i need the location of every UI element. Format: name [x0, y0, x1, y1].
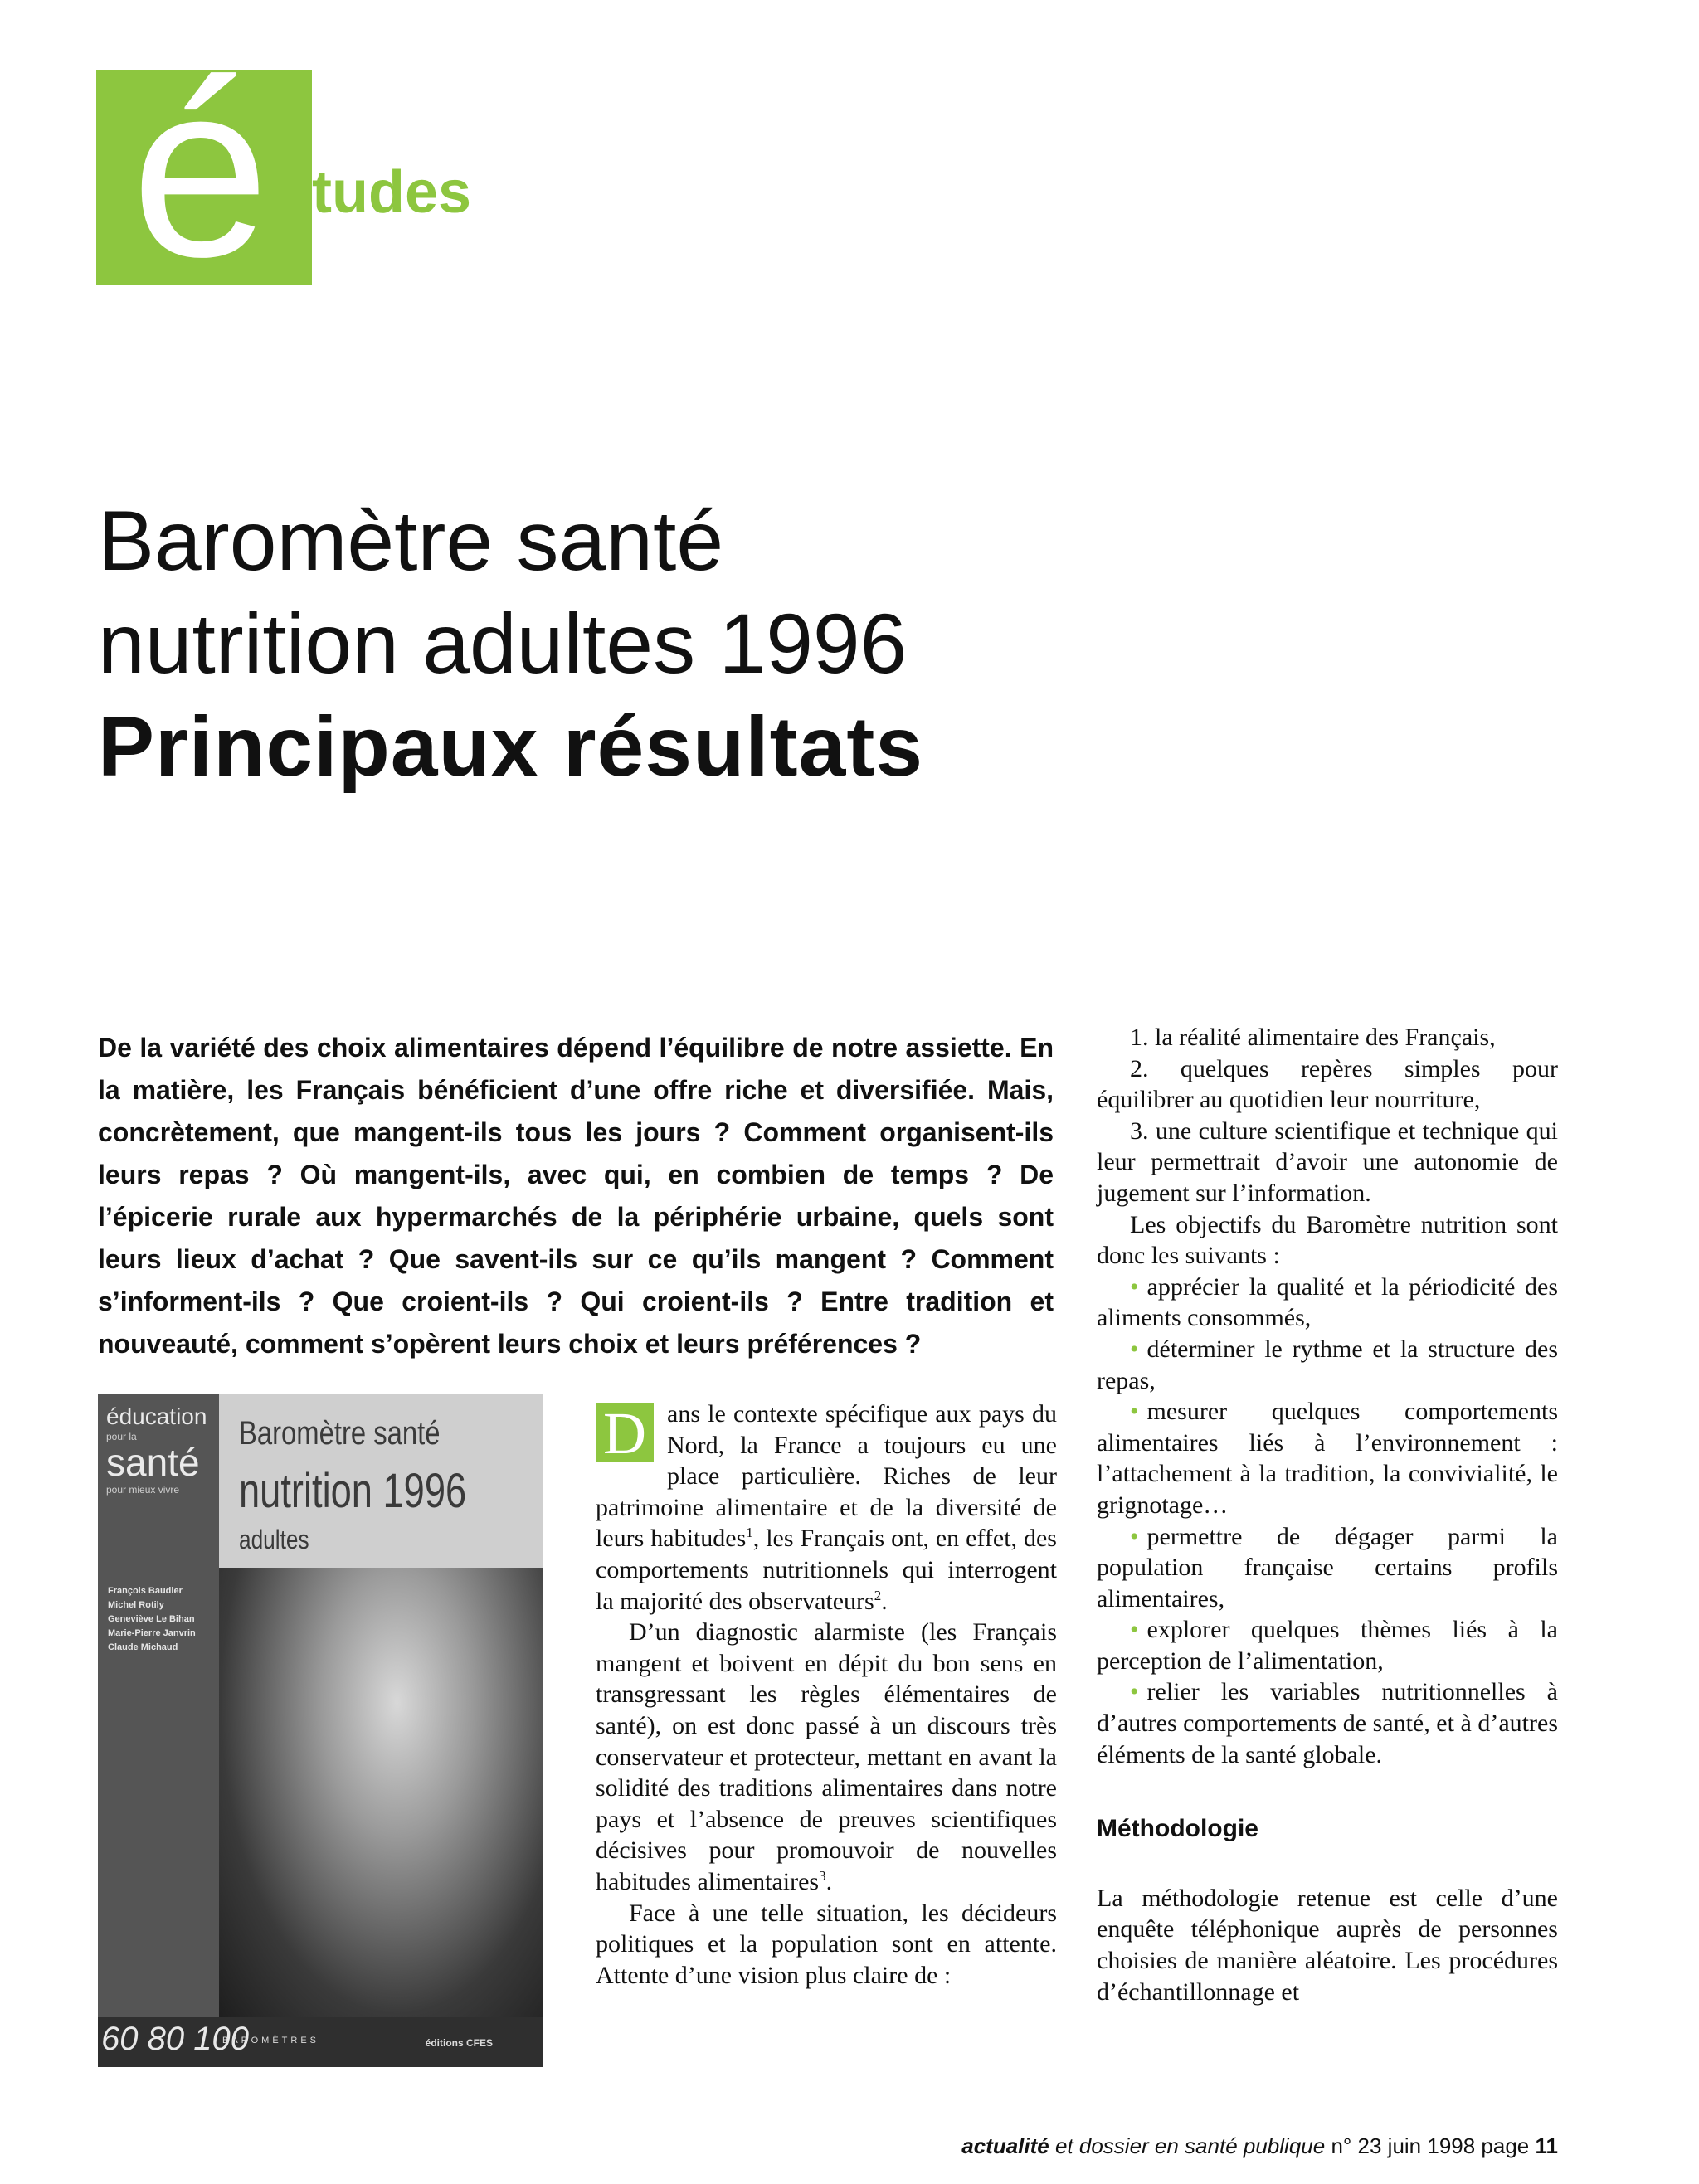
- section-label: tudes: [312, 159, 472, 226]
- bullet-icon: •: [1130, 1335, 1139, 1363]
- body-paragraph: [596, 1617, 1057, 1897]
- numbered-item: 1. la réalité alimentaire des Français,: [1130, 1024, 1496, 1051]
- issue-info: n° 23 juin 1998 page: [1331, 2133, 1530, 2158]
- cover-title-3: adultes: [239, 1525, 309, 1554]
- cover-numbers: 60 80 100: [101, 2021, 249, 2057]
- bullet-icon: •: [1130, 1678, 1139, 1706]
- footnote-ref: 2: [874, 1587, 882, 1603]
- book-cover-image: [98, 1394, 543, 2067]
- bullet-item: • relier les variables nutritionnelles à d’autres comportements de santé, et à d’autres éléments de la santé globale.: [1097, 1678, 1558, 1768]
- cover-author: Geneviève Le Bihan: [108, 1614, 195, 1624]
- cover-title-2: nutrition 1996: [239, 1464, 467, 1518]
- section-letter: é: [131, 70, 265, 285]
- cover-author: François Baudier: [108, 1586, 183, 1596]
- bullet-icon: •: [1130, 1398, 1139, 1426]
- paragraph-text: .: [881, 1587, 888, 1615]
- footnote-ref: 1: [746, 1525, 753, 1541]
- bullet-item: • permettre de dégager parmi la population française certains profils alimentaires,: [1097, 1522, 1558, 1612]
- paragraph-text: .: [825, 1867, 833, 1895]
- bullet-icon: •: [1130, 1272, 1139, 1301]
- bullet-item: • apprécier la qualité et la périodicité des aliments consommés,: [1097, 1272, 1558, 1332]
- cover-publisher-logo: éditions CFES: [425, 2037, 493, 2049]
- cover-brand-small: pour la: [106, 1431, 137, 1442]
- cover-title-1: Baromètre santé: [239, 1415, 441, 1452]
- section-heading-methodologie: Méthodologie: [1097, 1815, 1258, 1843]
- title-line-3: Principaux résultats: [98, 699, 924, 794]
- body-paragraph: La méthodologie retenue est celle d’une enquête téléphonique auprès de personnes choisies de manière aléatoire. Les procédures d’échantillonnage et: [1097, 1884, 1558, 2006]
- lead-paragraph: De la variété des choix alimentaires dépend l’équilibre de notre assiette. En la matière, les Français bénéficient d’une offre riche et diversifiée. Mais, concrètement, que mangent-ils tous les jours ? Comment organisent-ils leurs repas ? Où mangent-ils, avec qui, en combien de temps ? De l’épicerie rurale aux hypermarchés de la périphérie urbaine, quels sont leurs lieux d’achat ? Que savent-ils sur ce qu’ils mangent ? Comment s’informent-ils ? Que croient-ils ? Qui croient-ils ? Entre tradition et nouveauté, comment s’opèrent leurs choix et leurs préférences ?: [98, 1033, 1054, 1359]
- body-paragraph: [596, 1398, 1057, 1617]
- cover-series: BAROMÈTRES: [222, 2036, 320, 2045]
- numbered-item: 3. une culture scientifique et technique qui leur permettrait d’avoir une autonomie de jugement sur l’information.: [1097, 1116, 1558, 1207]
- paragraph-text: D’un diagnostic alarmiste (les Français mangent et boivent en dépit du bon sens en transgressant les règles élémentaires de santé), on est donc passé à un discours très conservateur et protecteur, mettant en avant la solidité des traditions alimentaires dans notre pays et l’absence de preuves scientifiques décisives pour promouvoir de nouvelles habitudes alimentaires: [596, 1618, 1057, 1895]
- bullet-item: • mesurer quelques comportements alimentaires liés à l’environnement : l’attachement à la tradition, la convivialité, le grignotage…: [1097, 1398, 1558, 1519]
- body-column-3: [1097, 1022, 1558, 2007]
- title-line-2: nutrition adultes 1996: [98, 596, 908, 691]
- section-badge: [96, 70, 312, 285]
- cover-brand-top: éducation: [106, 1403, 207, 1429]
- bullet-item: • déterminer le rythme et la structure des repas,: [1097, 1335, 1558, 1394]
- bullet-item: • explorer quelques thèmes liés à la perception de l’alimentation,: [1097, 1616, 1558, 1675]
- cover-title-block: [219, 1394, 543, 1568]
- drop-cap: D: [596, 1403, 654, 1462]
- cover-brand-strip: [98, 1394, 219, 2067]
- article-title: [98, 489, 1508, 798]
- title-line-1: Baromètre santé: [98, 494, 724, 588]
- footnote-ref: 3: [819, 1867, 826, 1884]
- page-footer: [904, 2133, 1558, 2159]
- journal-name-bold: actualité: [961, 2133, 1049, 2158]
- page-number: 11: [1535, 2133, 1558, 2158]
- cover-footer-band: [98, 2017, 543, 2067]
- cover-author: Marie-Pierre Janvrin: [108, 1628, 196, 1638]
- paragraph-text: ans le contexte spécifique aux pays du Nord, la France a toujours eu une place particulière. Riches de leur patrimoine alimentaire et de la diversité de leurs habitudes: [596, 1400, 1057, 1553]
- objectives-intro: Les objectifs du Baromètre nutrition sont donc les suivants :: [1097, 1210, 1558, 1270]
- bullet-icon: •: [1130, 1616, 1139, 1644]
- cover-author: Michel Rotily: [108, 1600, 164, 1610]
- journal-name: et dossier en santé publique: [1054, 2133, 1326, 2158]
- body-column-2: [596, 1398, 1057, 1991]
- bullet-icon: •: [1130, 1522, 1139, 1550]
- body-paragraph: Face à une telle situation, les décideurs politiques et la population sont en attente. Attente d’une vision plus claire de :: [596, 1899, 1057, 1989]
- numbered-item: 2. quelques repères simples pour équilibrer au quotidien leur nourriture,: [1097, 1054, 1558, 1114]
- cover-author: Claude Michaud: [108, 1642, 178, 1652]
- paragraph-text: , les Français ont, en effet, des comportements nutritionnels qui interrogent la majorité des observateurs: [596, 1525, 1057, 1615]
- cover-brand-sub: pour mieux vivre: [106, 1484, 180, 1496]
- cover-authors: [108, 1584, 216, 1655]
- cover-brand-main: santé: [106, 1441, 200, 1484]
- cover-photo-waiter: [219, 1568, 543, 2017]
